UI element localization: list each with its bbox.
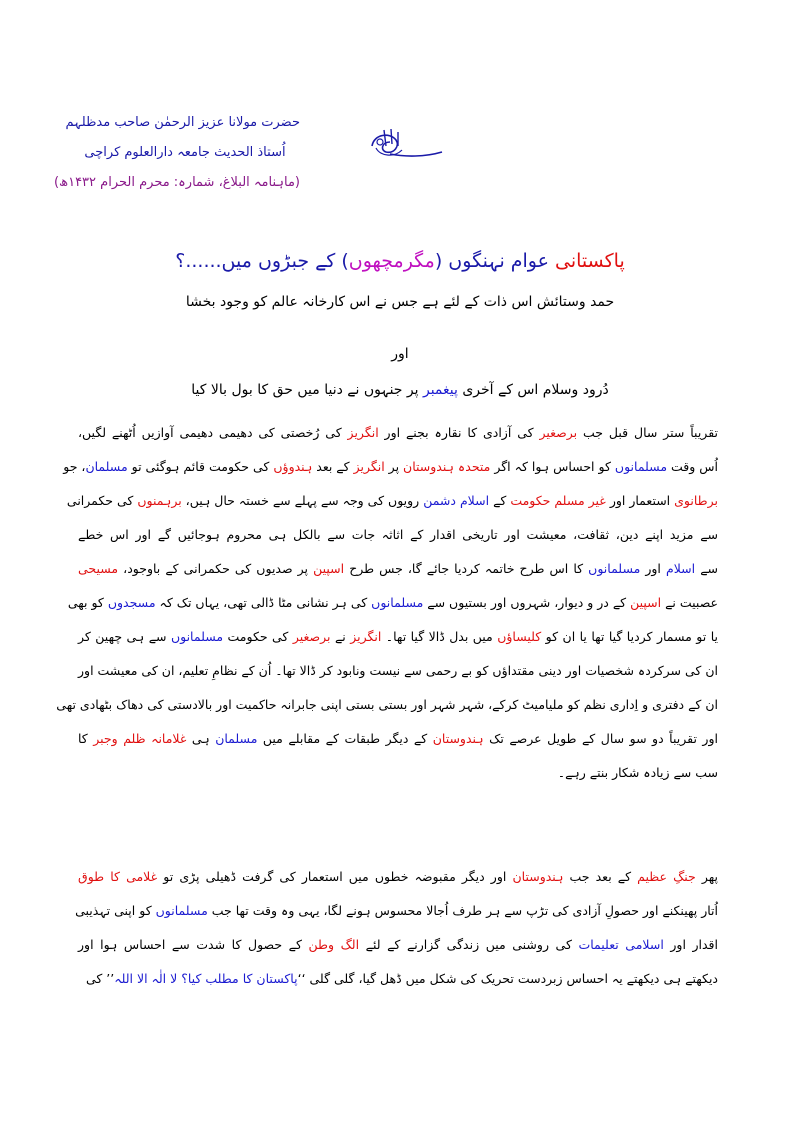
intro-and: اور bbox=[391, 346, 409, 362]
text-segment: کی روشنی میں زندگی گزارنے کے لئے bbox=[359, 937, 579, 952]
title-part-crocodiles: مگرمچھوں bbox=[348, 250, 435, 272]
text-line bbox=[78, 654, 718, 688]
text-line bbox=[63, 450, 718, 484]
text-segment: ’’ کی bbox=[85, 971, 115, 986]
text-segment: نے bbox=[330, 629, 351, 644]
highlighted-term: اسلام دشمن bbox=[423, 493, 490, 508]
highlighted-term: انگریز bbox=[350, 629, 382, 644]
text-line bbox=[78, 722, 718, 756]
text-segment: کی رُخصتی کی دھیمی دھیمی آوازیں اُٹھنے لگیں، bbox=[78, 425, 348, 440]
text-line bbox=[78, 962, 718, 996]
intro-durood-end: پر جنہوں نے دنیا میں حق کا بول بالا کیا bbox=[191, 382, 423, 398]
text-line bbox=[78, 416, 718, 450]
text-segment: سے مزید اپنے دین، ثقافت، معیشت اور تاریخی اقدار کے اثاثہ جات سے بالکل ہی محروم ہوجائیں گے اور اس خطے bbox=[78, 527, 718, 542]
article-attribution bbox=[53, 108, 300, 198]
highlighted-term: مسلمانوں bbox=[170, 629, 224, 644]
text-line bbox=[78, 756, 718, 790]
text-segment: کے دیگر طبقات کے مقابلے میں bbox=[257, 731, 433, 746]
text-segment: ان کے دفتری و اِداری نظم کو ملیامیٹ کرکے، شہر شہر اور بستی بستی اپنی جابرانہ حاکمیت اور بالادستی کی دھاک بٹھادی تھی bbox=[56, 697, 718, 712]
highlighted-term: انگریز bbox=[347, 425, 379, 440]
highlighted-term: کلیساؤں bbox=[497, 629, 542, 644]
text-segment: کی ہر نشانی مٹا ڈالی تھی، یہاں تک کہ bbox=[155, 595, 372, 610]
title-part-pakistani: پاکستانی bbox=[555, 250, 625, 272]
text-segment: کی آزادی کا نقارہ بجنے اور bbox=[378, 425, 540, 440]
title-part-jaws: ) کے جبڑوں میں......؟ bbox=[175, 250, 349, 272]
paragraph-1 bbox=[56, 416, 719, 790]
highlighted-term: پاکستان کا مطلب کیا؟ لا الٰہ الا اللہ bbox=[114, 971, 298, 986]
highlighted-term: جنگِ عظیم bbox=[637, 869, 696, 884]
highlighted-term: مسلمانوں bbox=[614, 459, 668, 474]
highlighted-term: اسلامی تعلیمات bbox=[578, 937, 664, 952]
text-line bbox=[75, 894, 718, 928]
title-part-awam: عوام نہنگوں ( bbox=[434, 250, 556, 272]
text-segment: ہی bbox=[186, 731, 216, 746]
text-segment: پھر bbox=[695, 869, 719, 884]
text-line bbox=[78, 860, 718, 894]
highlighted-term: ہندوستان bbox=[512, 869, 564, 884]
text-segment: کا اس طرح خاتمہ کردیا جائے گا، جس طرح bbox=[344, 561, 589, 576]
text-segment: اُتار پھینکنے اور حصولِ آزادی کی تڑپ سے ہر طرف اُجالا محسوس ہونے لگا، یہی وہ وقت تھا جب bbox=[207, 903, 718, 918]
highlighted-term: غیر مسلم حکومت bbox=[510, 493, 606, 508]
highlighted-term: متحدہ ہندوستان bbox=[403, 459, 491, 474]
text-segment: کے bbox=[489, 493, 511, 508]
text-segment: کا bbox=[78, 731, 94, 746]
text-segment: کو اپنی تہذیبی bbox=[75, 903, 156, 918]
text-segment: دیکھتے ہی دیکھتے یہ احساس زبردست تحریک کی شکل میں ڈھل گیا، گلی گلی ‘‘ bbox=[297, 971, 718, 986]
highlighted-term: غلامی کا طوق bbox=[78, 869, 158, 884]
author-position: اُستاذ الحدیث جامعہ دارالعلوم کراچی bbox=[84, 145, 286, 160]
highlighted-term: الگ وطن bbox=[308, 937, 360, 952]
text-segment: تقریباً ستر سال قبل جب bbox=[577, 425, 718, 440]
highlighted-term: برصغیر bbox=[539, 425, 578, 440]
text-segment: اور تقریباً دو سو سال کے طویل عرصے تک bbox=[483, 731, 718, 746]
highlighted-term: برصغیر bbox=[292, 629, 331, 644]
highlighted-term: اسپین bbox=[630, 595, 662, 610]
author-name: حضرت مولانا عزیز الرحمٰن صاحب مدظلہم bbox=[65, 115, 300, 130]
text-segment: کی حکمرانی bbox=[66, 493, 138, 508]
source-reference: (ماہنامہ البلاغ، شمارہ: محرم الحرام ۱۴۳۲ھ) bbox=[53, 175, 300, 190]
text-line bbox=[78, 518, 718, 552]
highlighted-term: اسپین bbox=[313, 561, 345, 576]
intro-durood bbox=[120, 382, 680, 398]
text-line bbox=[66, 484, 718, 518]
text-segment: اور دیگر مقبوضہ خطوں میں استعمار کی گرفت ڈھیلی پڑی تو bbox=[157, 869, 513, 884]
calligraphy-emblem-icon bbox=[360, 124, 450, 164]
paragraph-2 bbox=[75, 860, 719, 996]
text-segment: اقدار اور bbox=[663, 937, 718, 952]
highlighted-term: اسلام bbox=[665, 561, 696, 576]
intro-hamd: حمد وستائش اس ذات کے لئے ہے جس نے اس کارخانہ عالم کو وجود بخشا bbox=[185, 294, 615, 310]
text-segment: رویوں کی وجہ سے پہلے سے خستہ حال ہیں، bbox=[181, 493, 424, 508]
highlighted-term: برہمنوں bbox=[137, 493, 182, 508]
highlighted-term: ہندوستان bbox=[432, 731, 484, 746]
text-segment: پر صدیوں کی حکمرانی کے باوجود، bbox=[118, 561, 314, 576]
text-segment: کو احساس ہوا کہ اگر bbox=[490, 459, 615, 474]
text-segment: یا تو مسمار کردیا گیا تھا یا ان کو bbox=[541, 629, 718, 644]
text-segment: کی حکومت قائم ہوگئی تو bbox=[127, 459, 274, 474]
highlighted-term: غلامانہ ظلم وجبر bbox=[93, 731, 187, 746]
text-segment: عصبیت نے bbox=[661, 595, 718, 610]
text-line bbox=[67, 586, 718, 620]
intro-durood-prophet: پیغمبر bbox=[422, 382, 458, 398]
text-segment: کے بعد bbox=[312, 459, 354, 474]
text-segment: سے ہی چھین کر bbox=[78, 629, 171, 644]
intro-durood-start: دُرود وسلام اس کے آخری bbox=[457, 382, 609, 398]
highlighted-term: انگریز bbox=[353, 459, 385, 474]
highlighted-term: مسیحی bbox=[78, 561, 119, 576]
text-line bbox=[78, 552, 718, 586]
highlighted-term: مسلمانوں bbox=[371, 595, 424, 610]
text-segment: ان کی سرکردہ شخصیات اور دینی مقتداؤں کو بے رحمی سے نیست ونابود کر ڈالا تھا۔ اُن کے نظامِ تعلیم، ان کی معیشت اور bbox=[78, 663, 718, 678]
highlighted-term: ہندوؤں bbox=[273, 459, 313, 474]
text-line bbox=[78, 928, 718, 962]
text-segment: کو بھی bbox=[67, 595, 108, 610]
highlighted-term: مسلمان bbox=[215, 731, 258, 746]
text-segment: پر bbox=[384, 459, 404, 474]
text-segment: ، جو bbox=[63, 459, 86, 474]
text-segment: کی حکومت bbox=[223, 629, 293, 644]
highlighted-term: مسلمان bbox=[85, 459, 128, 474]
text-segment: کے حصول کا شدت سے احساس ہوا اور bbox=[78, 937, 309, 952]
text-segment: سب سے زیادہ شکار بنتے رہے۔ bbox=[557, 765, 718, 780]
text-segment: اُس وقت bbox=[667, 459, 718, 474]
text-segment: کے در و دیوار، شہروں اور بستیوں سے bbox=[423, 595, 631, 610]
text-segment: استعمار اور bbox=[605, 493, 675, 508]
text-segment: سے bbox=[695, 561, 719, 576]
text-segment: میں بدل ڈالا گیا تھا۔ bbox=[381, 629, 498, 644]
text-segment: اور bbox=[640, 561, 666, 576]
text-line bbox=[56, 688, 718, 722]
highlighted-term: مسجدوں bbox=[107, 595, 156, 610]
highlighted-term: برطانوی bbox=[674, 493, 718, 508]
text-line bbox=[78, 620, 718, 654]
page-title bbox=[150, 250, 650, 272]
text-segment: کے بعد جب bbox=[563, 869, 638, 884]
highlighted-term: مسلمانوں bbox=[588, 561, 641, 576]
highlighted-term: مسلمانوں bbox=[155, 903, 208, 918]
